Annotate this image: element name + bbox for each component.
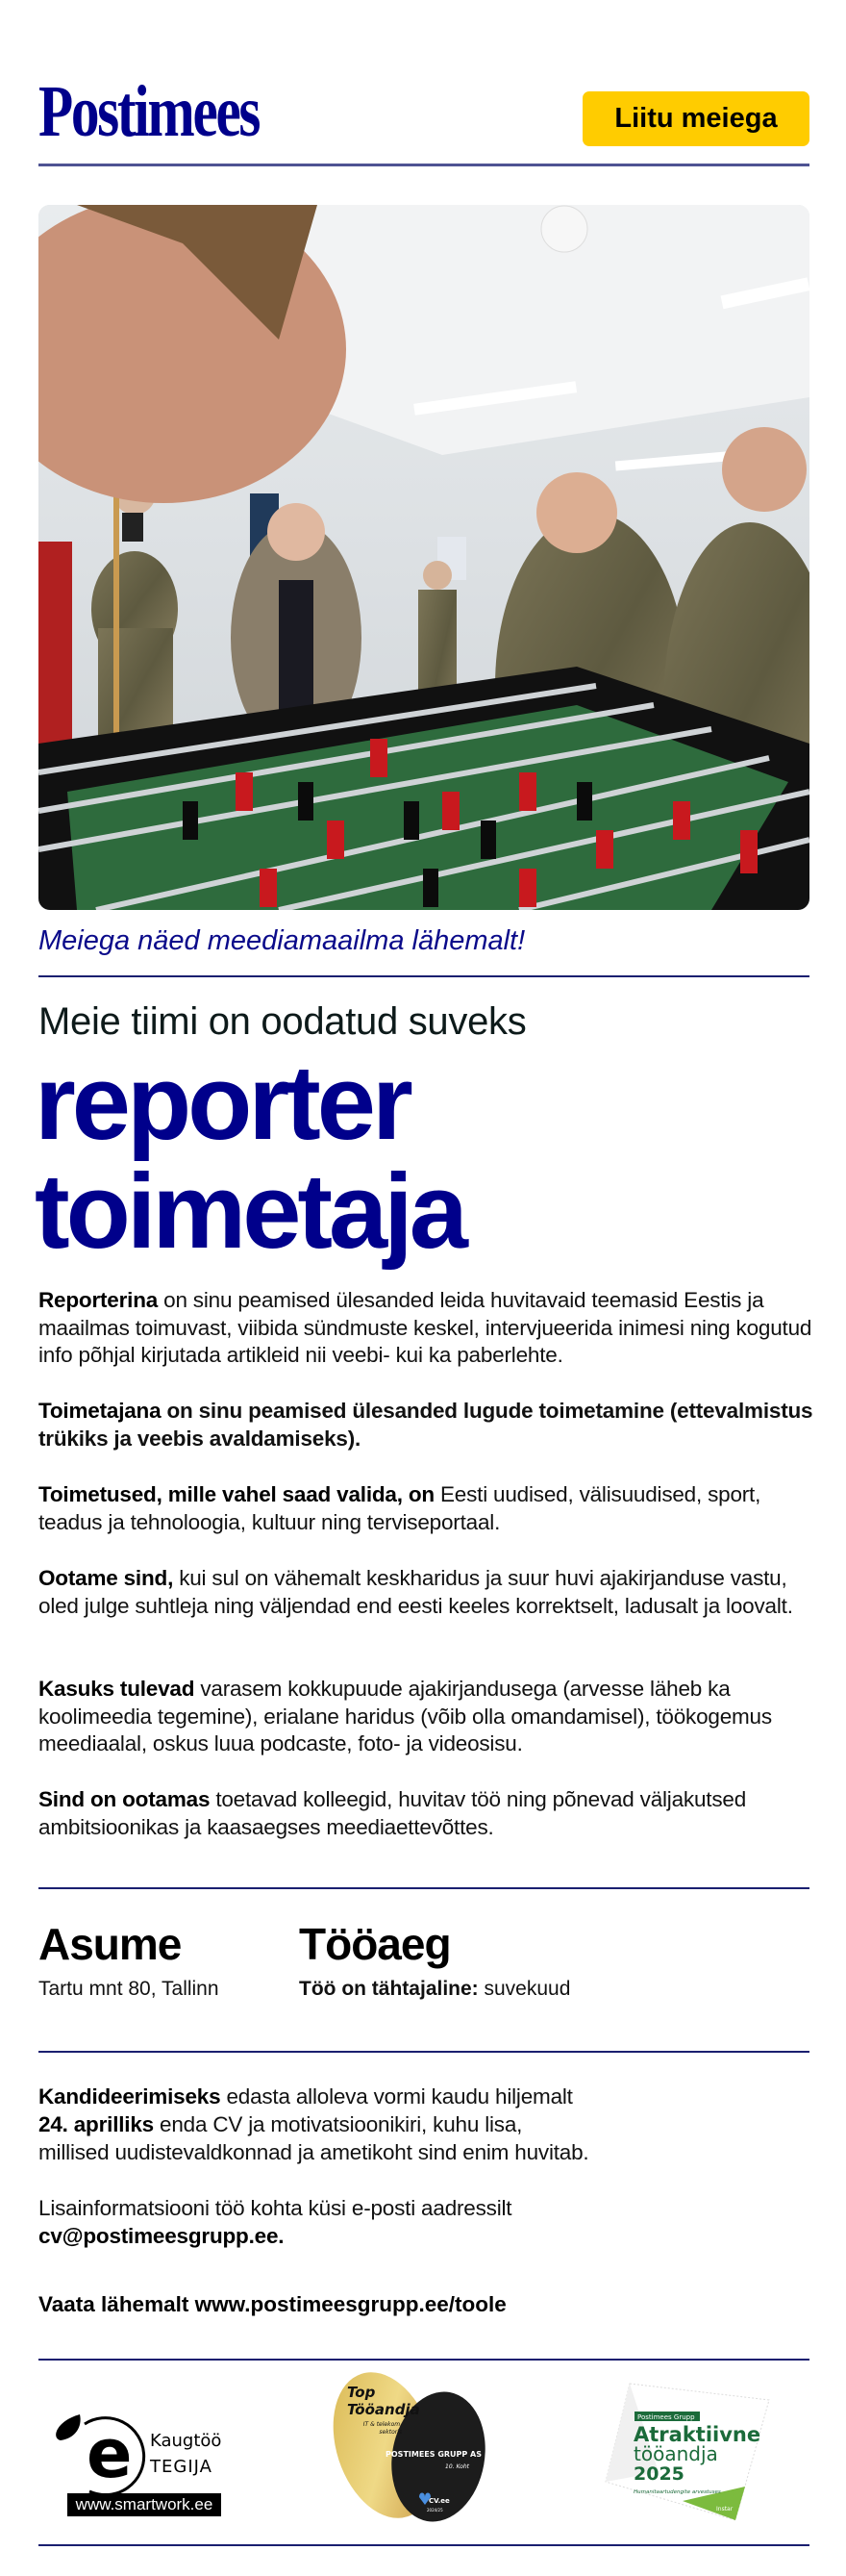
worktime-value: suvekuud [478, 1978, 571, 2000]
paragraph-text: on sinu peamised ülesanded leida huvitavaid teemasid Eestis ja maailmas toimuvast, viibida sündmuste keskel, intervjueerida inimesi ning kogutud info põhjal kirjutada artikleid nii veebi- kui ka paberlehte. [38, 1288, 812, 1367]
paragraph-requirements [38, 1565, 817, 1620]
svg-text:Top: Top [347, 2384, 376, 2401]
apply-text-1: edasta alloleva vormi kaudu hiljemalt [220, 2084, 573, 2109]
tagline-divider [38, 975, 809, 977]
paragraph-editor [38, 1398, 817, 1452]
apply-text-3: millised uudistevaldkonnad ja ametikoht sind enim huvitab. [38, 2140, 589, 2164]
more-info-link[interactable]: Vaata lähemalt www.postimeesgrupp.ee/toole [38, 2292, 507, 2316]
apply-text-2: enda CV ja motivatsioonikiri, kuhu lisa, [153, 2112, 523, 2136]
paragraph-reporter [38, 1287, 817, 1370]
role-title-editor: toimetaja [35, 1152, 464, 1271]
paragraph-lead: Sind on ootamas [38, 1787, 211, 1811]
apply-divider [38, 2051, 809, 2053]
paragraph-lead: Toimetused, mille vahel saad valida, on [38, 1482, 435, 1506]
paragraph-text: Eesti uudised, välisuudised, sport, teadus ja tehnoloogia, kultuur ning terviseportaal. [38, 1482, 761, 1534]
worktime-block [299, 1919, 571, 2001]
contact-info [38, 2195, 817, 2250]
logos-bottom-divider [38, 2544, 809, 2546]
location-block [38, 1919, 219, 2001]
svg-text:Humanitaartudengite arvestuses: Humanitaartudengite arvestuses [634, 2489, 721, 2495]
apply-lead: Kandideerimiseks [38, 2084, 221, 2109]
svg-text:tööandja: tööandja [634, 2442, 718, 2465]
tagline: Meiega näed meediamaailma lähemalt! [38, 925, 526, 956]
smartwork-url[interactable]: www.smartwork.ee [67, 2493, 221, 2516]
paragraph-lead: Ootame sind, [38, 1566, 174, 1590]
svg-text:Atraktiivne: Atraktiivne [634, 2423, 761, 2446]
contact-email-link[interactable]: cv@postimeesgrupp.ee. [38, 2223, 285, 2248]
logos-top-divider [38, 2359, 809, 2361]
svg-text:Kaugtöö: Kaugtöö [150, 2431, 222, 2451]
svg-text:IT & telekom.: IT & telekom. [362, 2421, 402, 2428]
worktime-label: Töö on tähtajaline: [299, 1978, 479, 2000]
paragraph-lead: Toimetajana [38, 1399, 162, 1423]
svg-text:Instar: Instar [716, 2506, 734, 2513]
paragraph-offer [38, 1786, 817, 1841]
join-us-button[interactable]: Liitu meiega [583, 91, 809, 146]
svg-text:e: e [87, 2414, 133, 2493]
attractive-employer-emblem [601, 2376, 774, 2530]
apply-deadline: 24. aprilliks [38, 2112, 154, 2136]
foosball-photo-illustration [38, 205, 809, 910]
svg-text:10. Koht: 10. Koht [445, 2463, 469, 2470]
location-address: Tartu mnt 80, Tallinn [38, 1978, 219, 2000]
top-employer-emblem [325, 2368, 488, 2522]
paragraph-text: kui sul on vähemalt keskharidus ja suur huvi ajakirjanduse vastu, oled julge suhtleja ning väljendad end eesti keeles korrektselt, ladusalt ja loovalt. [38, 1566, 793, 1618]
info-divider [38, 1887, 809, 1889]
svg-text:Postimees Grupp: Postimees Grupp [637, 2413, 695, 2421]
apply-instructions [38, 2083, 817, 2166]
worktime-heading: Tööaeg [299, 1919, 451, 1969]
paragraph-text: toetavad kolleegid, huvitav töö ning põnevad väljakutsed ambitsioonikas ja kaasaegses meediaettevõttes. [38, 1787, 747, 1839]
location-heading: Asume [38, 1919, 182, 1969]
svg-text:Tööandja: Tööandja [347, 2401, 420, 2418]
paragraph-departments [38, 1481, 817, 1536]
svg-text:POSTIMEES GRUPP AS: POSTIMEES GRUPP AS [386, 2450, 482, 2459]
paragraph-text: varasem kokkupuude ajakirjandusega (arvesse läheb ka koolimeedia tegemine), erialane haridus (võib olla omandamisel), töökogemus meediaalal, oskus luua podcaste, foto- ja videosisu. [38, 1677, 772, 1755]
paragraph-lead: Reporterina [38, 1288, 159, 1312]
svg-text:CV.ee: CV.ee [429, 2497, 450, 2505]
paragraph-advantages [38, 1676, 817, 1758]
header-divider [38, 164, 809, 166]
postimees-logo[interactable]: Postimees [38, 71, 260, 152]
svg-text:2025: 2025 [634, 2463, 684, 2485]
paragraph-lead: Kasuks tulevad [38, 1677, 195, 1701]
svg-text:2024/25: 2024/25 [427, 2508, 443, 2513]
worktime-text [299, 1978, 570, 2001]
contact-text: Lisainformatsiooni töö kohta küsi e-posti aadressilt [38, 2196, 512, 2220]
svg-text:TEGIJA: TEGIJA [150, 2457, 212, 2477]
top-employer-badge [325, 2368, 488, 2522]
role-title-reporter: reporter [35, 1044, 410, 1162]
attractive-employer-badge [601, 2376, 774, 2530]
hero-photo [38, 205, 809, 910]
subheading: Meie tiimi on oodatud suveks [38, 1000, 527, 1043]
paragraph-text: on sinu peamised ülesanded lugude toimetamine (ettevalmistus trükiks ja veebis avaldamiseks). [38, 1399, 813, 1451]
svg-text:sektoris: sektoris [379, 2429, 402, 2436]
